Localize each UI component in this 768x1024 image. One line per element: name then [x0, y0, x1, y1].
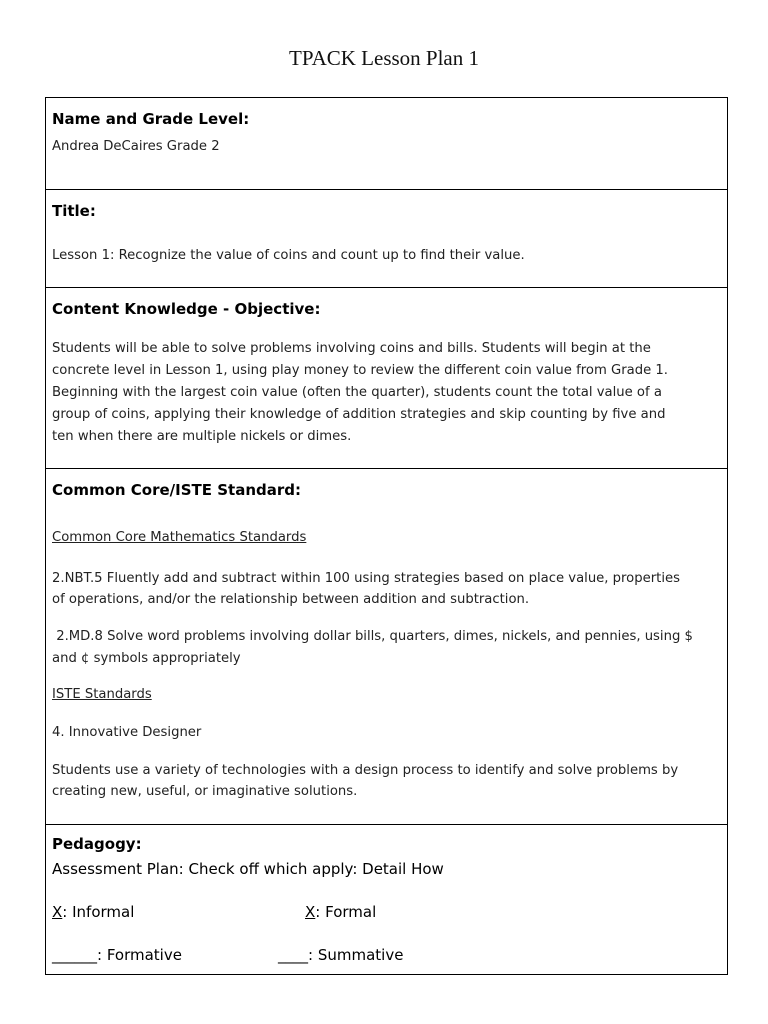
standards-section	[46, 468, 727, 825]
objective-line: Beginning with the largest coin value (often the quarter), students count the total value of a	[52, 385, 662, 400]
objective-line: ten when there are multiple nickels or dimes.	[52, 429, 352, 444]
title-value: Lesson 1: Recognize the value of coins and count up to find their value.	[52, 248, 525, 263]
section-heading: Pedagogy:	[52, 835, 142, 853]
iste-description-line: Students use a variety of technologies with a design process to identify and solve problems by	[52, 763, 679, 778]
section-heading: Title:	[52, 202, 96, 220]
title-section	[46, 189, 727, 288]
name-grade-value: Andrea DeCaires Grade 2	[52, 139, 220, 154]
section-heading: Content Knowledge - Objective:	[52, 300, 321, 318]
name-grade-section	[46, 98, 727, 189]
objective-line: Students will be able to solve problems involving coins and bills. Students will begin at the	[52, 341, 651, 356]
summative-label: : Summative	[308, 946, 404, 964]
section-heading: Name and Grade Level:	[52, 110, 250, 128]
section-heading: Common Core/ISTE Standard:	[52, 481, 301, 499]
document-title: TPACK Lesson Plan 1	[289, 46, 479, 70]
formative-label: : Formative	[97, 946, 182, 964]
content-knowledge-section	[46, 287, 727, 469]
iste-title: ISTE Standards	[52, 687, 152, 702]
formal-option	[305, 901, 721, 923]
formal-mark: X	[305, 903, 316, 921]
common-core-title: Common Core Mathematics Standards	[52, 530, 307, 545]
standard-nbt-line: of operations, and/or the relationship between addition and subtraction.	[52, 592, 530, 607]
informal-mark: X	[52, 903, 63, 921]
standard-nbt-line: 2.NBT.5 Fluently add and subtract within 100 using strategies based on place value, properties	[52, 571, 680, 586]
pedagogy-section	[46, 824, 727, 977]
formative-blank: ______	[52, 946, 97, 964]
standard-md-line: 2.MD.8 Solve word problems involving dollar bills, quarters, dimes, nickels, and pennies, using $	[52, 629, 693, 644]
iste-item: 4. Innovative Designer	[52, 725, 202, 740]
objective-line: group of coins, applying their knowledge of addition strategies and skip counting by five and	[52, 407, 666, 422]
standard-md-line: and ¢ symbols appropriately	[52, 651, 241, 666]
assessment-plan: Assessment Plan: Check off which apply: Detail How	[52, 860, 444, 878]
formal-label: : Formal	[315, 903, 377, 921]
informal-label: : Informal	[62, 903, 135, 921]
objective-line: concrete level in Lesson 1, using play money to review the different coin value from Grade 1.	[52, 363, 668, 378]
summative-blank: ____	[278, 946, 308, 964]
lesson-plan-table	[45, 97, 728, 975]
iste-description-line: creating new, useful, or imaginative solutions.	[52, 784, 358, 799]
summative-option	[278, 944, 721, 966]
